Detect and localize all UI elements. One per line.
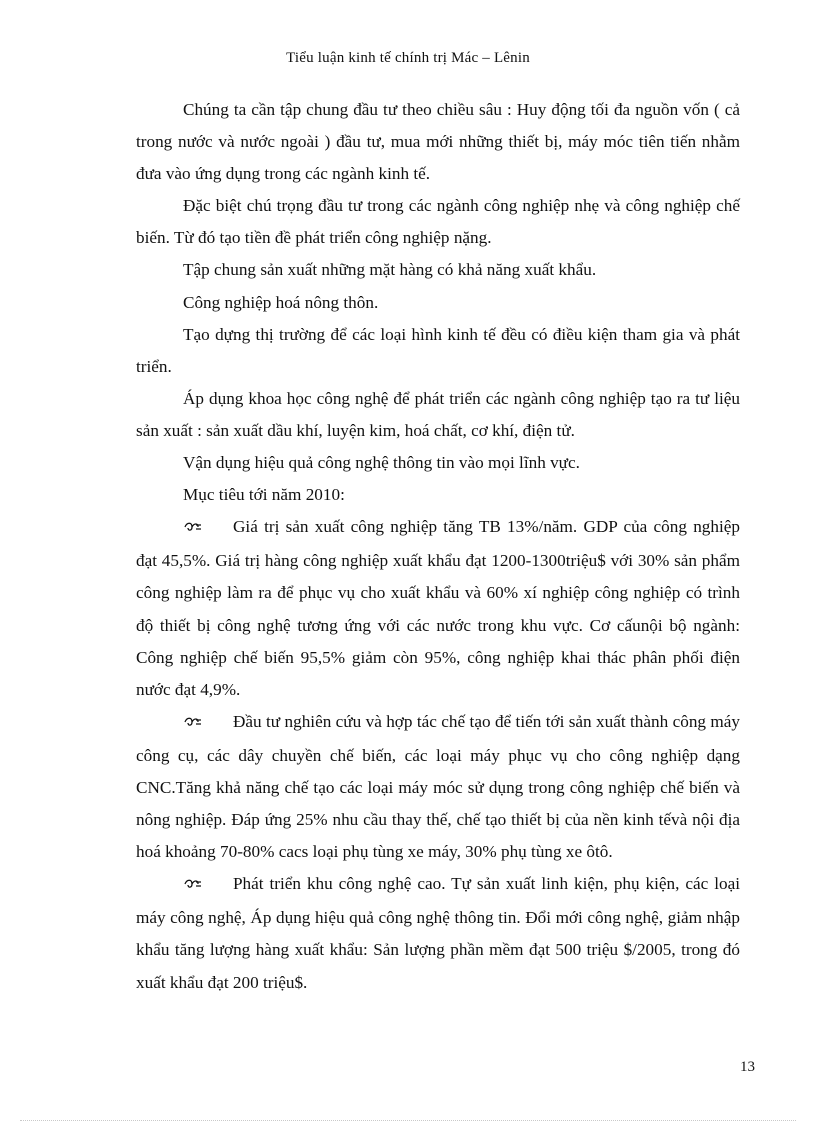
- bullet-item: [136, 706, 740, 868]
- swirl-bullet-icon: [183, 870, 233, 902]
- swirl-bullet-icon: [183, 708, 233, 740]
- header-title: Tiểu luận kinh tế chính trị Mác – Lênin: [286, 50, 530, 66]
- swirl-bullet-icon: [183, 513, 233, 545]
- bullet-text: Phát triển khu công nghệ cao. Tự sản xuất linh kiện, phụ kiện, các loại máy công nghệ, Áp dụng hiệu quả công nghệ thông tin. Đổi mới công nghệ, giảm nhập khẩu tăng lượng hàng xuất khẩu: Sản lượng phần mềm đạt 500 triệu $/2005, trong đó xuất khẩu đạt 200 triệu$.: [136, 874, 740, 992]
- bullet-item: [136, 511, 740, 706]
- paragraph: Chúng ta cần tập chung đầu tư theo chiều sâu : Huy động tối đa nguồn vốn ( cả trong nước và nước ngoài ) đầu tư, mua mới những thiết bị, máy móc tiên tiến nhằm đưa vào ứng dụng trong các ngành kinh tế.: [136, 100, 740, 184]
- page-header: [0, 48, 816, 68]
- paragraph: Công nghiệp hoá nông thôn.: [183, 292, 379, 312]
- paragraph: Mục tiêu tới năm 2010:: [183, 485, 345, 505]
- paragraph: Tạo dựng thị trường để các loại hình kinh tế đều có điều kiện tham gia và phát triển.: [136, 324, 740, 376]
- paragraph: Áp dụng khoa học công nghệ để phát triển các ngành công nghiệp tạo ra tư liệu sản xuất : sản xuất dầu khí, luyện kim, hoá chất, cơ khí, điện tử.: [136, 388, 740, 440]
- paragraph: Đặc biệt chú trọng đầu tư trong các ngành công nghiệp nhẹ và công nghiệp chế biến. Từ đó tạo tiền đề phát triển công nghiệp nặng.: [136, 196, 740, 248]
- page-bottom-divider: [20, 1120, 796, 1121]
- bullet-text: Giá trị sản xuất công nghiệp tăng TB 13%/năm. GDP của công nghiệp đạt 45,5%. Giá trị hàng công nghiệp xuất khẩu đạt 1200-1300triệu$ với 30% sản phẩm công nghiệp làm ra để phục vụ cho xuất khẩu và 60% xí nghiệp công nghiệp có trình độ thiết bị công nghệ tương ứng với các nước trong khu vực. Cơ cấunội bộ ngành: Công nghiệp chế biến 95,5% giảm còn 95%, công nghiệp khai thác phân phối điện nước đạt 4,9%.: [136, 517, 740, 699]
- paragraph: Tập chung sản xuất những mặt hàng có khả năng xuất khẩu.: [183, 260, 597, 280]
- bullet-item: [136, 868, 740, 998]
- paragraph: Vận dụng hiệu quả công nghệ thông tin vào mọi lĩnh vực.: [183, 453, 580, 473]
- document-body: [136, 94, 740, 999]
- bullet-text: Đầu tư nghiên cứu và hợp tác chế tạo để tiến tới sản xuất thành công máy công cụ, các dây chuyền chế biến, các loại máy phục vụ cho công nghiệp dạng CNC.Tăng khả năng chế tạo các loại máy móc sử dụng trong công nghiệp chế biến và nông nghiệp. Đáp ứng 25% nhu cầu thay thế, chế tạo thiết bị của nền kinh tếvà nội địa hoá khoảng 70-80% cacs loại phụ tùng xe máy, 30% phụ tùng xe ôtô.: [136, 711, 740, 862]
- page-number: 13: [740, 1059, 755, 1075]
